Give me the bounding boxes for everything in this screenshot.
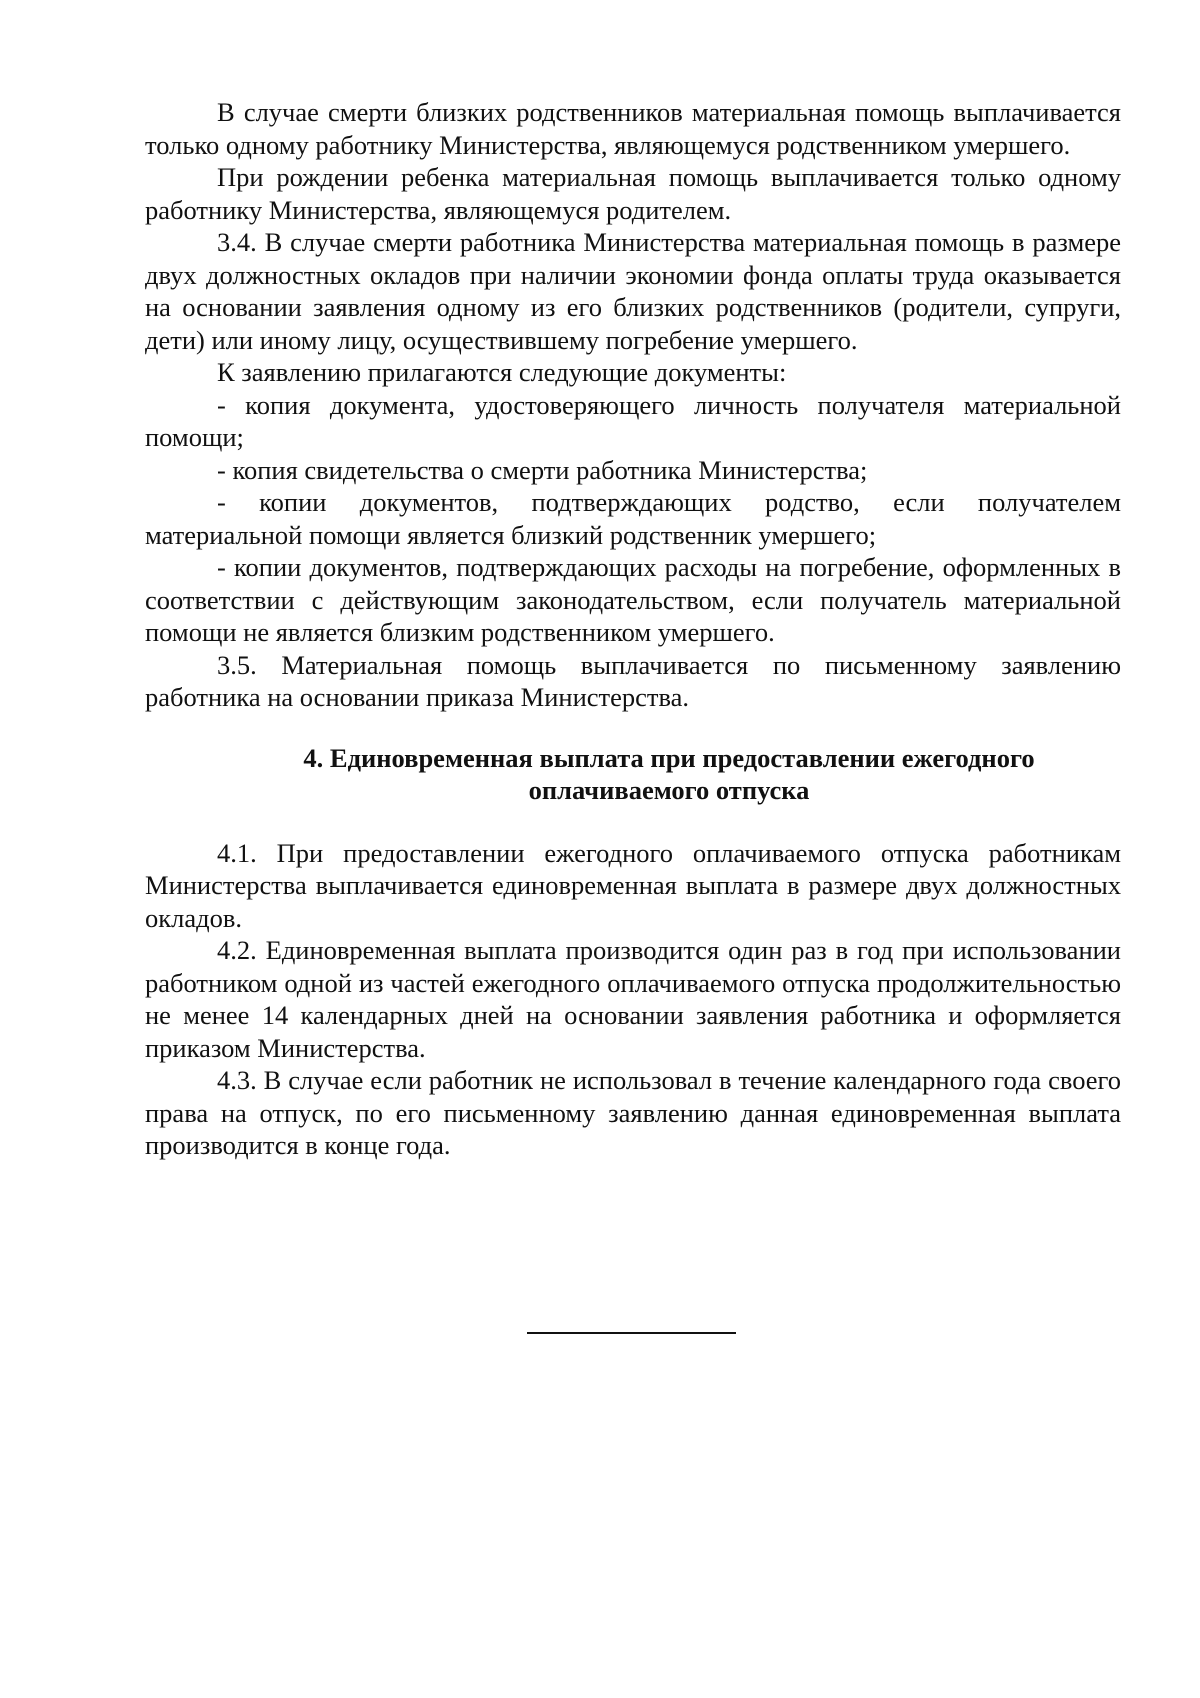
section-4-heading-line1: 4. Единовременная выплата при предоставлении ежегодного [303,742,1035,773]
paragraph-4-1: 4.1. При предоставлении ежегодного оплачиваемого отпуска работникам Министерства выплачивается единовременная выплата в размере двух должностных окладов. [145,837,1121,933]
paragraph-3-4: 3.4. В случае смерти работника Министерства материальная помощь в размере двух должностных окладов при наличии экономии фонда оплаты труда оказывается на основании заявления одному из его близких родственников (родители, супруги, дети) или иному лицу, осуществившему погребение умершего. [145,227,1121,355]
section-4-heading-line2: оплачиваемого отпуска [528,775,810,805]
list-item-kinship-documents: - копии документов, подтверждающих родство, если получателем материальной помощи является близкий родственник умершего; [145,487,1121,550]
paragraph-3-5: 3.5. Материальная помощь выплачивается по письменному заявлению работника на основании приказа Министерства. [145,649,1121,712]
list-item-death-certificate: - копия свидетельства о смерти работника Министерства; [217,454,868,485]
paragraph-child-birth: При рождении ребенка материальная помощь выплачивается только одному работнику Министерства, являющемуся родителем. [145,162,1121,225]
paragraph-4-3: 4.3. В случае если работник не использовал в течение календарного года своего права на отпуск, по его письменному заявлению данная единовременная выплата производится в конце года. [145,1065,1121,1160]
list-item-funeral-expenses: - копии документов, подтверждающих расходы на погребение, оформленных в соответствии с действующим законодательством, если получатель материальной помощи не является близким родственником умершего. [145,552,1121,647]
section-4-heading [145,742,1121,807]
end-of-document-rule [527,1332,736,1334]
paragraph-4-2: 4.2. Единовременная выплата производится один раз в год при использовании работником одной из частей ежегодного оплачиваемого отпуска продолжительностью не менее 14 календарных дней на основании заявления работника и оформляется приказом Министерства. [145,935,1121,1063]
document-page [145,96,1121,1162]
list-item-id-copy: - копия документа, удостоверяющего личность получателя материальной помощи; [145,389,1121,452]
paragraph-documents-intro: К заявлению прилагаются следующие документы: [217,357,787,387]
paragraph-death-relatives: В случае смерти близких родственников материальная помощь выплачивается только одному работнику Министерства, являющемуся родственником умершего. [145,97,1121,160]
